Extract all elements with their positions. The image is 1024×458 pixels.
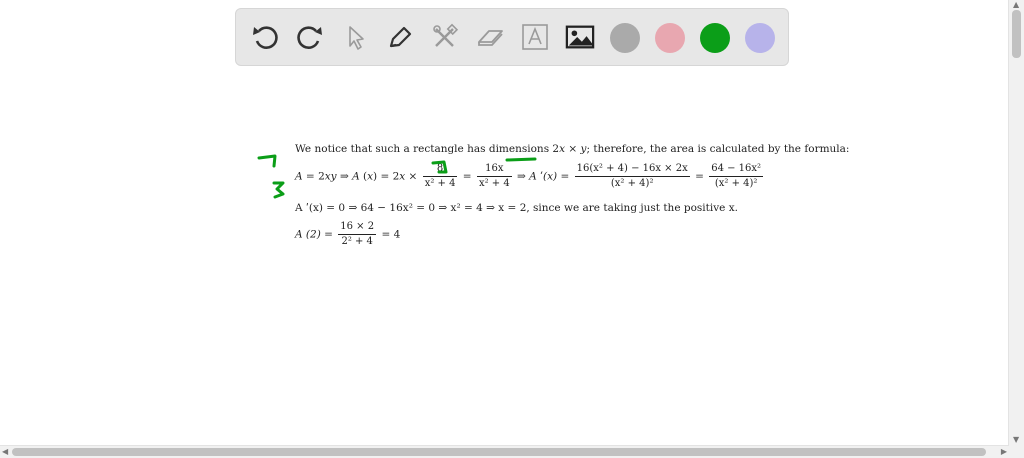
pen-stroke-underline — [505, 156, 537, 164]
pen-stroke-arrows-left — [255, 150, 285, 200]
color-swatch-green[interactable] — [700, 23, 730, 53]
color-swatch-lavender[interactable] — [745, 23, 775, 53]
vertical-scrollbar[interactable] — [1008, 0, 1024, 446]
scrollbar-corner — [1009, 446, 1024, 458]
fraction-1: $\frac{8}{\text{x² + 4}}$ — [424, 163, 456, 189]
scroll-left-icon[interactable]: ◀ — [2, 447, 9, 456]
redo-icon[interactable] — [295, 22, 325, 52]
horizontal-scrollbar[interactable] — [0, 445, 1009, 458]
horizontal-scroll-thumb[interactable] — [12, 448, 986, 456]
fraction-2: $\frac{16x}{\text{x² + 4}}$ — [478, 163, 510, 189]
pointer-icon[interactable] — [340, 22, 370, 52]
pen-icon[interactable] — [385, 22, 415, 52]
image-icon[interactable] — [565, 22, 595, 52]
eraser-icon[interactable] — [475, 22, 505, 52]
fraction-4: $\frac{\text{64 − 16x²}}{\text{(x² + 4)²}}$ — [711, 163, 762, 189]
color-swatch-gray[interactable] — [610, 23, 640, 53]
equation-area-derivative: A = 2xy ⇒ A (x) = 2x × $\frac{8}{\text{x² + 4}}$ = $\frac{16x}{\text{x² + 4}}$ ⇒ A ʹ(x) = $\frac{\text{16(x² + 4) − 16x × 2x}}{\text{(x² + 4)²}}$ = $\frac{\text{64 − 16x²}}{\text{(x² + 4)²}}$ — [295, 163, 762, 189]
drawing-toolbar — [235, 8, 789, 66]
equation-evaluate: A (2) = $\frac{16 \times 2}{\text{2² + 4}}$ = 4 — [295, 221, 401, 247]
scroll-up-icon[interactable]: ▲ — [1013, 0, 1020, 9]
vertical-scroll-thumb[interactable] — [1012, 10, 1021, 58]
scroll-down-icon[interactable]: ▼ — [1013, 435, 1020, 444]
scroll-right-icon[interactable]: ▶ — [1000, 447, 1007, 456]
tools-icon[interactable] — [430, 22, 460, 52]
undo-icon[interactable] — [250, 22, 280, 52]
text-line-1: We notice that such a rectangle has dimensions 2x × y; therefore, the area is calculated by the formula: — [295, 143, 850, 155]
fraction-5: $\frac{16 \times 2}{\text{2² + 4}}$ — [340, 221, 375, 247]
equation-solve: A ʹ(x) = 0 ⇒ 64 − 16x² = 0 ⇒ x² = 4 ⇒ x = 2, since we are taking just the positive x. — [295, 202, 738, 214]
pen-stroke-arrow-middle — [430, 158, 452, 178]
fraction-3: $\frac{\text{16(x² + 4) − 16x × 2x}}{\text{(x² + 4)²}}$ — [576, 163, 688, 189]
color-swatch-pink[interactable] — [655, 23, 685, 53]
text-icon[interactable] — [520, 22, 550, 52]
